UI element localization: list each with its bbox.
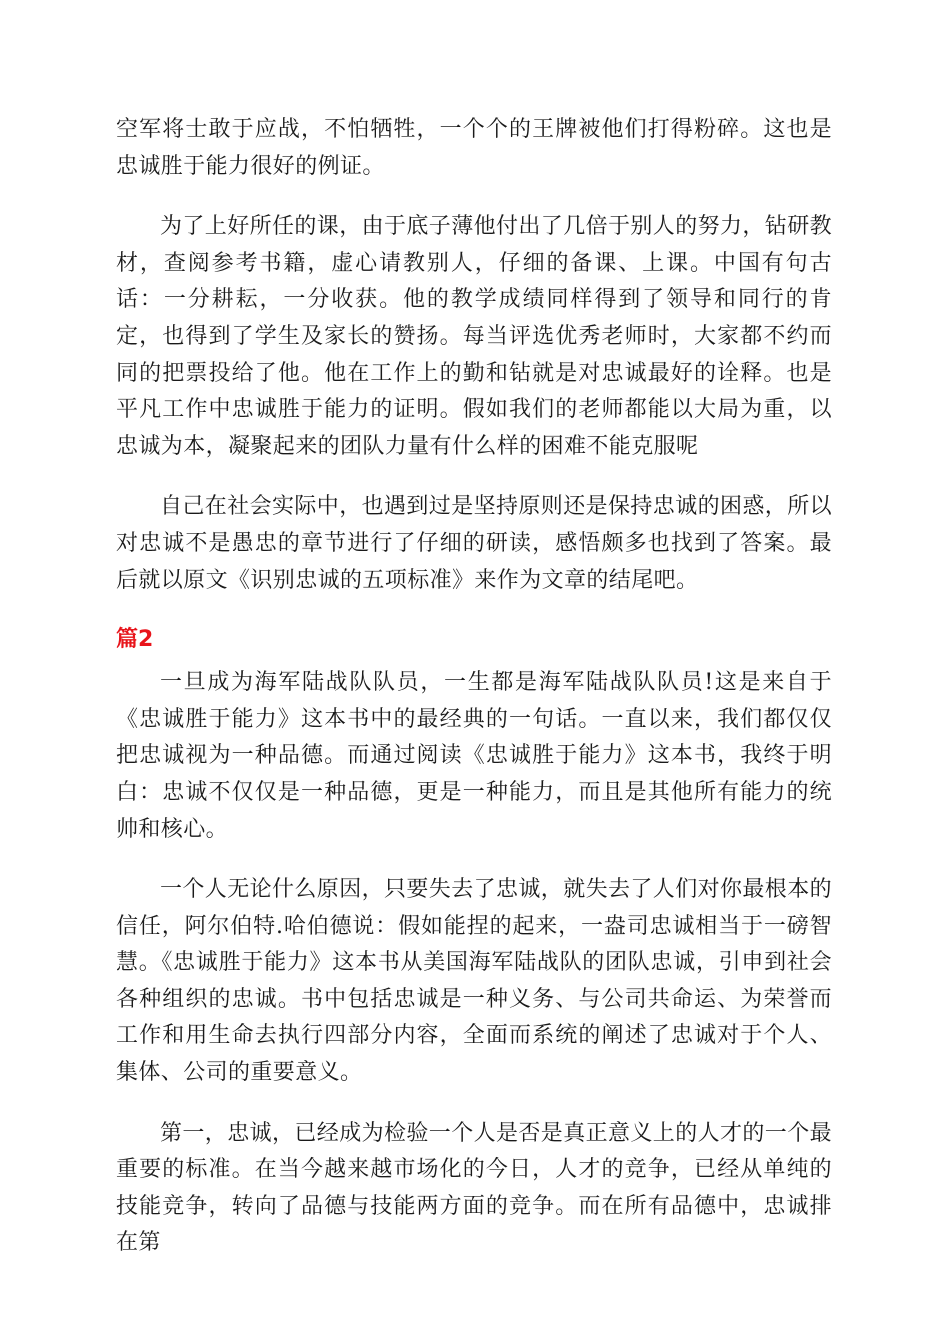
paragraph: 第一，忠诚，已经成为检验一个人是否是真正意义上的人才的一个最重要的标准。在当今越来越市场化的今日，人才的竞争，已经从单纯的技能竞争，转向了品德与技能两方面的竞争。而在所有品德中，忠诚排在第: [116, 1120, 833, 1256]
section-heading: 篇2: [116, 627, 154, 653]
paragraph-continued: 空军将士敢于应战，不怕牺牲，一个个的王牌被他们打得粉碎。这也是忠诚胜于能力很好的例证。: [116, 117, 832, 179]
paragraph: 自己在社会实际中，也遇到过是坚持原则还是保持忠诚的困惑，所以对忠诚不是愚忠的章节进行了仔细的研读，感悟颇多也找到了答案。最后就以原文《识别忠诚的五项标准》来作为文章的结尾吧。: [116, 494, 833, 593]
paragraph: 一旦成为海军陆战队队员，一生都是海军陆战队队员!这是来自于《忠诚胜于能力》这本书中的最经典的一句话。一直以来，我们都仅仅把忠诚视为一种品德。而通过阅读《忠诚胜于能力》这本书，我终于明白：忠诚不仅仅是一种品德，更是一种能力，而且是其他所有能力的统帅和核心。: [116, 670, 832, 842]
paragraph: 一个人无论什么原因，只要失去了忠诚，就失去了人们对你最根本的信任，阿尔伯特.哈伯德说：假如能捏的起来，一盎司忠诚相当于一磅智慧。《忠诚胜于能力》这本书从美国海军陆战队的团队忠诚，引申到社会各种组织的忠诚。书中包括忠诚是一种义务、与公司共命运、为荣誉而工作和用生命去执行四部分内容，全面而系统的阐述了忠诚对于个人、集体、公司的重要意义。: [116, 877, 833, 1086]
document-body: [116, 112, 832, 1286]
paragraph: 为了上好所任的课，由于底子薄他付出了几倍于别人的努力，钻研教材，查阅参考书籍，虚心请教别人，仔细的备课、上课。中国有句古话：一分耕耘，一分收获。他的教学成绩同样得到了领导和同行的肯定，也得到了学生及家长的赞扬。每当评选优秀老师时，大家都不约而同的把票投给了他。他在工作上的勤和钻就是对忠诚最好的诠释。也是平凡工作中忠诚胜于能力的证明。假如我们的老师都能以大局为重，以忠诚为本，凝聚起来的团队力量有什么样的困难不能克服呢: [116, 214, 833, 459]
